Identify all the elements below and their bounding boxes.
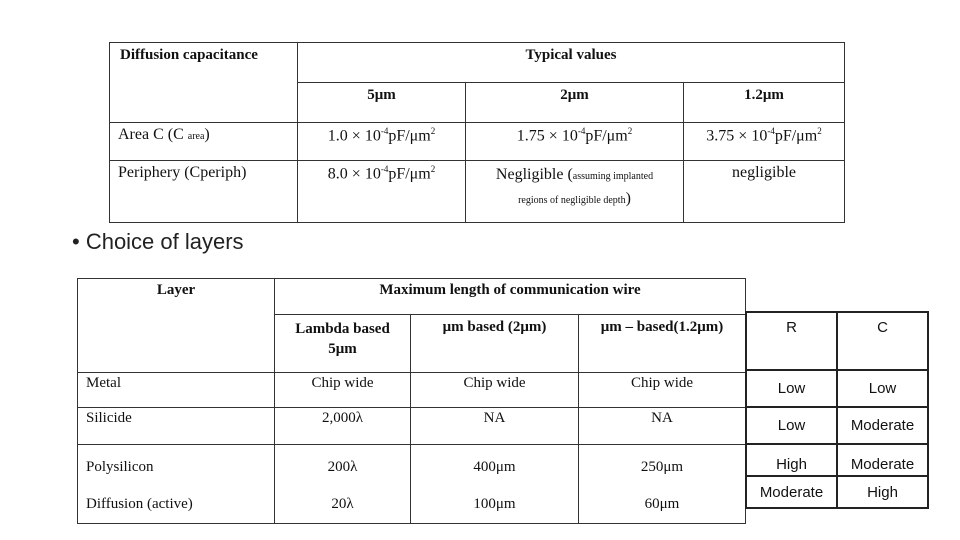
layer-wire-length-table bbox=[77, 278, 746, 524]
col-5um: 5μm bbox=[298, 83, 466, 123]
diffusion-lambda: 20λ bbox=[331, 496, 354, 512]
silicide-2um: NA bbox=[411, 408, 579, 445]
area-1-2um-mantissa: 3.75 × 10 bbox=[706, 127, 768, 145]
layer-metal: Metal bbox=[78, 373, 275, 408]
polysilicon-2um: 400μm bbox=[473, 459, 516, 475]
bullet-choice-of-layers: • Choice of layers bbox=[72, 229, 244, 254]
metal-lambda: Chip wide bbox=[275, 373, 411, 408]
col-1-2um: 1.2μm bbox=[684, 83, 845, 123]
rc-polysilicon-r: High bbox=[746, 444, 837, 476]
periphery-5um-mantissa: 8.0 × 10 bbox=[327, 165, 381, 183]
periphery-2um-main: Negligible ( bbox=[495, 166, 573, 183]
area-2um-exp: -4 bbox=[577, 126, 586, 136]
header-diffusion-capacitance-text: Diffusion capacitance bbox=[120, 47, 258, 63]
col-um-based-1-2um: μm – based(1.2μm) bbox=[579, 315, 746, 373]
periphery-2um-note-1: assuming implanted bbox=[572, 171, 654, 182]
rc-metal-c: Low bbox=[837, 370, 928, 407]
col-lambda-based-line1: Lambda based bbox=[295, 321, 390, 337]
area-label-main: Area C (C bbox=[118, 126, 188, 143]
col-lambda-based-line2: 5μm bbox=[328, 341, 357, 357]
row-periphery-label: Periphery (Cperiph) bbox=[110, 161, 298, 223]
periphery-5um-unit-exp: 2 bbox=[430, 164, 436, 174]
rc-diffusion-c: High bbox=[837, 476, 928, 508]
area-5um-exp: -4 bbox=[380, 126, 389, 136]
polysilicon-1-2um: 250μm bbox=[640, 459, 684, 475]
area-2um-unit-exp: 2 bbox=[627, 126, 633, 136]
area-label-sub: area bbox=[187, 131, 205, 142]
area-1-2um-value bbox=[684, 123, 845, 161]
area-5um-mantissa: 1.0 × 10 bbox=[327, 127, 381, 145]
rc-silicide-c: Moderate bbox=[837, 407, 928, 444]
layer-polysilicon-diffusion bbox=[78, 445, 275, 524]
area-2um-value bbox=[466, 123, 684, 161]
area-1-2um-unit: pF/μm bbox=[774, 127, 818, 145]
periphery-2um-end: ) bbox=[625, 190, 631, 207]
periphery-5um-value bbox=[298, 161, 466, 223]
rc-header-r: R bbox=[746, 312, 837, 370]
metal-1-2um: Chip wide bbox=[579, 373, 746, 408]
header-typical-values bbox=[298, 43, 845, 83]
rc-silicide-r: Low bbox=[746, 407, 837, 444]
header-layer: Layer bbox=[78, 279, 275, 373]
diffusion-2um: 100μm bbox=[473, 496, 516, 512]
diffusion-1-2um: 60μm bbox=[644, 496, 680, 512]
periphery-5um-exp: -4 bbox=[380, 164, 389, 174]
diffusion-capacitance-table bbox=[109, 42, 845, 223]
poly-diff-1-2um bbox=[579, 445, 746, 524]
area-5um-unit-exp: 2 bbox=[430, 126, 436, 136]
rc-diffusion-r: Moderate bbox=[746, 476, 837, 508]
silicide-lambda: 2,000λ bbox=[275, 408, 411, 445]
rc-polysilicon-c: Moderate bbox=[837, 444, 928, 476]
col-um-based-2um: μm based (2μm) bbox=[411, 315, 579, 373]
area-1-2um-exp: -4 bbox=[767, 126, 775, 136]
area-label-end: ) bbox=[204, 126, 210, 143]
silicide-1-2um: NA bbox=[579, 408, 746, 445]
metal-2um: Chip wide bbox=[411, 373, 579, 408]
periphery-2um-note-2: regions of negligible depth bbox=[518, 195, 626, 206]
polysilicon-lambda: 200λ bbox=[327, 459, 358, 475]
periphery-5um-unit: pF/μm bbox=[388, 165, 431, 183]
area-2um-mantissa: 1.75 × 10 bbox=[516, 127, 578, 145]
area-2um-unit: pF/μm bbox=[585, 127, 628, 145]
layer-polysilicon: Polysilicon bbox=[86, 459, 154, 475]
area-1-2um-unit-exp: 2 bbox=[817, 126, 822, 136]
rc-metal-r: Low bbox=[746, 370, 837, 407]
rc-table bbox=[745, 311, 929, 509]
poly-diff-lambda bbox=[275, 445, 411, 524]
row-area-label bbox=[110, 123, 298, 161]
header-max-length: Maximum length of communication wire bbox=[275, 279, 746, 315]
layer-diffusion: Diffusion (active) bbox=[86, 496, 193, 512]
col-lambda-based bbox=[275, 315, 411, 373]
periphery-2um-value bbox=[466, 161, 684, 223]
rc-header-c: C bbox=[837, 312, 928, 370]
header-typical-values-text: Typical values bbox=[525, 47, 617, 63]
area-5um-value bbox=[298, 123, 466, 161]
periphery-1-2um-value: negligible bbox=[684, 161, 845, 223]
layer-silicide: Silicide bbox=[78, 408, 275, 445]
poly-diff-2um bbox=[411, 445, 579, 524]
col-2um: 2μm bbox=[466, 83, 684, 123]
header-diffusion-capacitance bbox=[110, 43, 298, 123]
area-5um-unit: pF/μm bbox=[388, 127, 431, 145]
